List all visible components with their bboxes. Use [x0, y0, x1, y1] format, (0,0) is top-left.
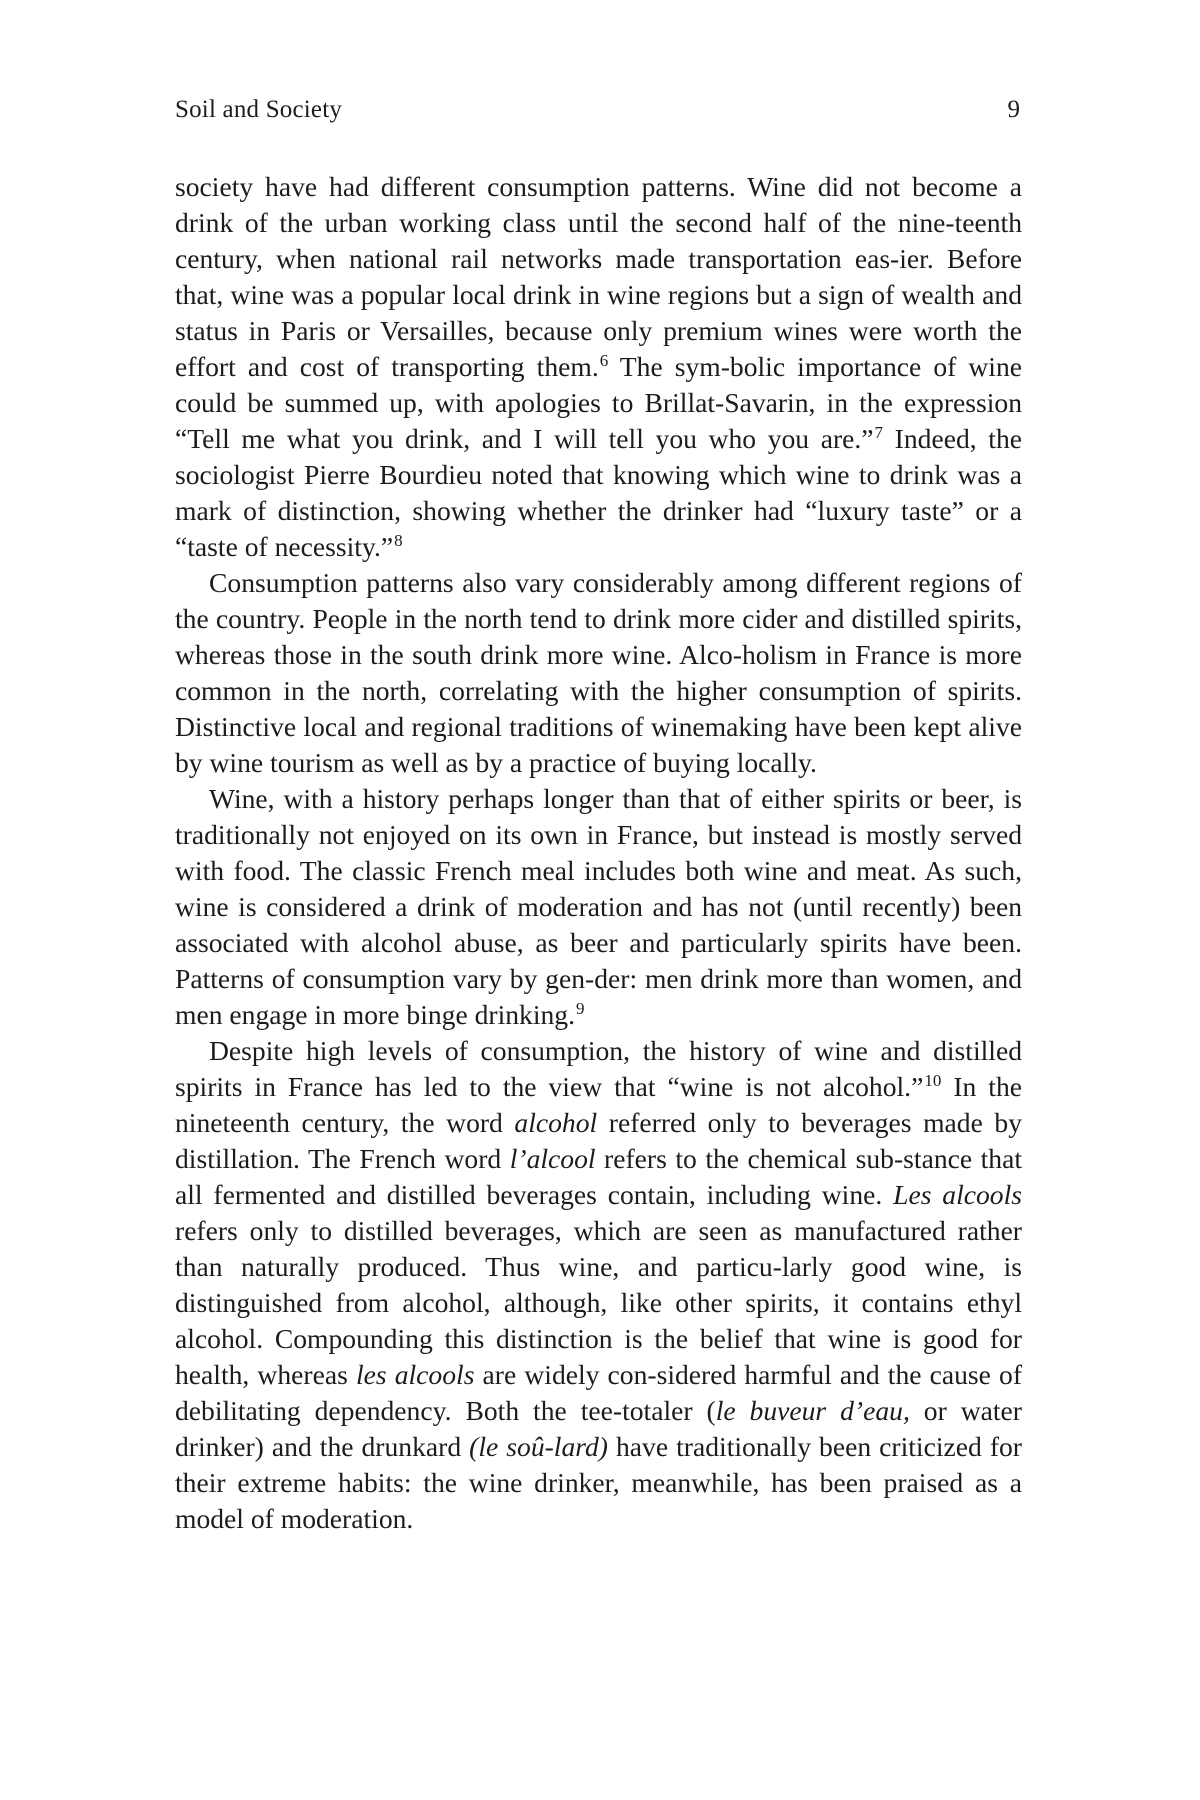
text-run: Consumption patterns also vary considerably among different regions of the country. People in the north tend to drink more cider and distilled spirits, whereas those in the south drink more wine. Alco-holism in France is more common in the north, correlating with the higher consumption of spirits. Distinctive local and regional traditions of winemaking have been kept alive by wine tourism as well as by a practice of buying locally.: [175, 567, 1022, 778]
text-run: refers only to distilled beverages, which are seen as manufactured rather than naturally produced. Thus wine, and particu-larly good wine, is distinguished from alcohol, although, like other spirits, it contains ethyl alcohol. Compounding this distinction is the belief that wine is good for health, whereas: [175, 1215, 1022, 1390]
paragraph: [175, 1033, 1022, 1537]
italic-term: alcohol: [514, 1107, 598, 1138]
italic-term: (le soû-lard): [469, 1431, 608, 1462]
footnote-marker: 8: [394, 530, 403, 550]
italic-term: le buveur d’eau,: [715, 1395, 910, 1426]
running-head: [175, 95, 1022, 125]
italic-term: les alcools: [355, 1359, 475, 1390]
footnote-marker: 10: [924, 1070, 942, 1090]
footnote-marker: 6: [599, 350, 609, 370]
text-run: are widely con-sidered harmful and the cause of debilitating dependency. Both the tee-totaler (: [175, 1359, 1023, 1426]
text-run: referred only to beverages made by distillation. The French word: [175, 1107, 1022, 1174]
paragraph: [175, 781, 1022, 1033]
italic-term: Les alcools: [893, 1179, 1022, 1210]
text-run: Despite high levels of consumption, the history of wine and distilled spirits in France has led to the view that “wine is not alcohol.”: [175, 1035, 1022, 1102]
text-run: Indeed, the sociologist Pierre Bourdieu noted that knowing which wine to drink was a mark of distinction, showing whether the drinker had “luxury taste” or a “taste of necessity.”: [175, 423, 1022, 562]
text-run: have traditionally been criticized for their extreme habits: the wine drinker, meanwhile, has been praised as a model of moderation.: [175, 1431, 1022, 1534]
text-run: society have had different consumption patterns. Wine did not become a drink of the urban working class until the second half of the nine-teenth century, when national rail networks made transportation eas-ier. Before that, wine was a popular local drink in wine regions but a sign of wealth and status in Paris or Versailles, because only premium wines were worth the effort and cost of transporting them.: [175, 171, 1022, 382]
page-number: 9: [1007, 96, 1020, 123]
running-head-title: Soil and Society: [175, 96, 343, 123]
italic-term: l’alcool: [509, 1143, 596, 1174]
text-run: or water drinker) and the drunkard: [175, 1395, 1022, 1462]
footnote-marker: 7: [874, 422, 884, 442]
paragraph: [175, 565, 1022, 781]
text-run: In the nineteenth century, the word: [175, 1071, 1022, 1138]
paragraph: [175, 169, 1022, 565]
text-run: The sym-bolic importance of wine could be summed up, with apologies to Brillat-Savarin, in the expression “Tell me what you drink, and I will tell you who you are.”: [175, 351, 1022, 454]
text-run: refers to the chemical sub-stance that all fermented and distilled beverages contain, including wine.: [175, 1143, 1022, 1210]
footnote-marker: 9: [576, 998, 585, 1018]
book-page: [175, 95, 1022, 1537]
body-text: [175, 169, 1022, 1537]
text-run: Wine, with a history perhaps longer than that of either spirits or beer, is traditionally not enjoyed on its own in France, but instead is mostly served with food. The classic French meal includes both wine and meat. As such, wine is considered a drink of moderation and has not (until recently) been associated with alcohol abuse, as beer and particularly spirits have been. Patterns of consumption vary by gen-der: men drink more than women, and men engage in more binge drinking.: [175, 783, 1022, 1030]
